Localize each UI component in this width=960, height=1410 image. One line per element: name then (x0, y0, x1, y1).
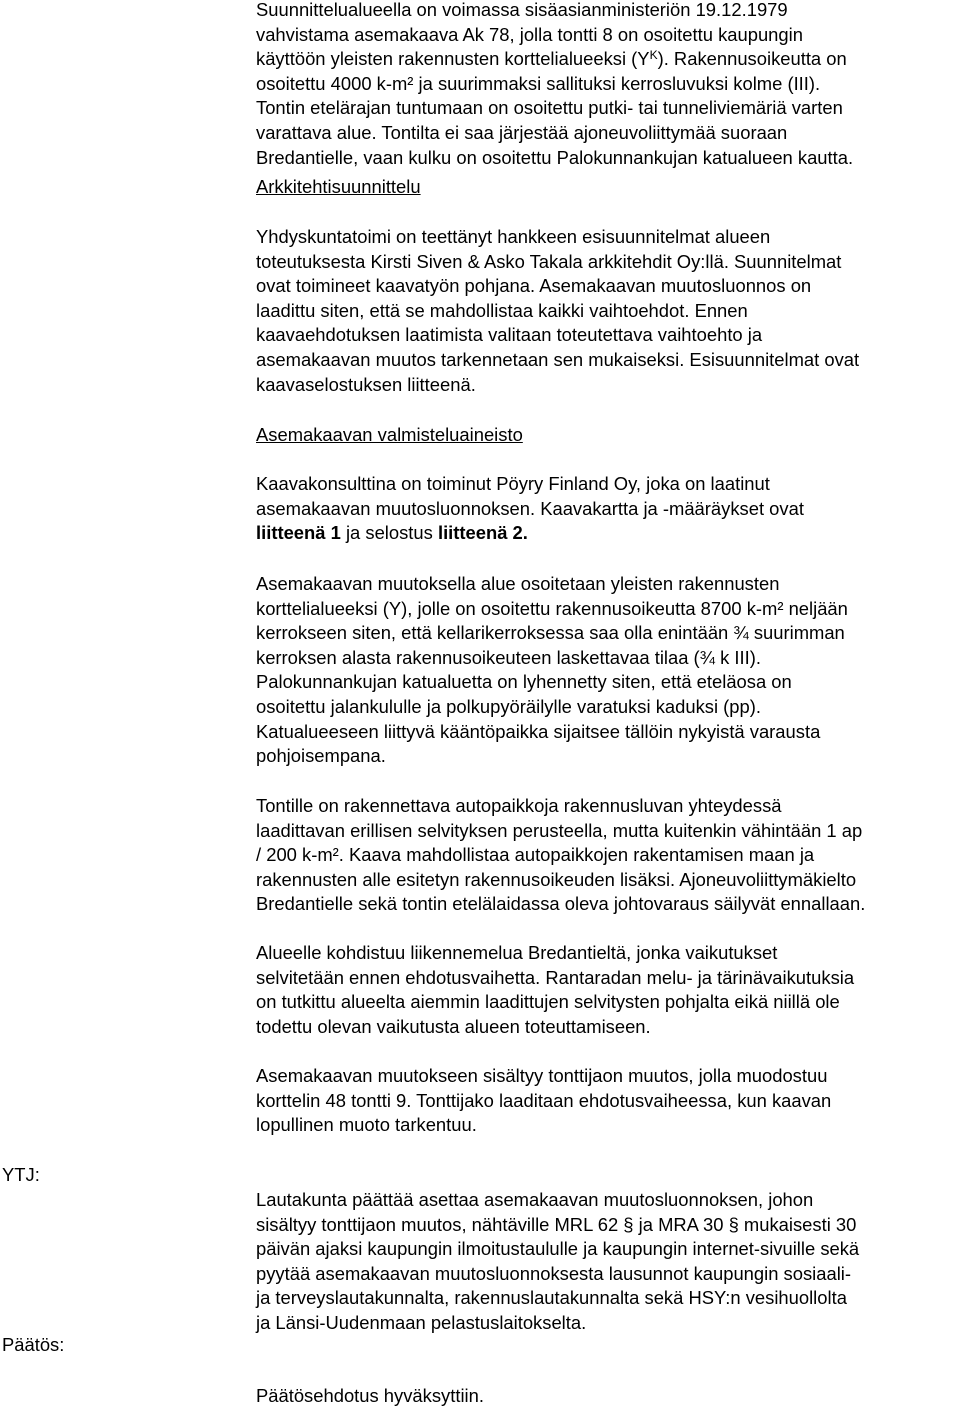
text-line: kerrokseen siten, että kellarikerroksessa saa olla enintään ¾ suurimman (256, 622, 845, 644)
text-line: selvitetään ennen ehdotusvaihetta. Rantaradan melu- ja tärinävaikutuksia (256, 966, 855, 988)
architecture-section (256, 175, 960, 200)
decision-text: Päätösehdotus hyväksyttiin. (256, 1385, 484, 1406)
text-fragment: ). Rakennusoikeutta on (657, 48, 847, 70)
text-line (256, 47, 960, 72)
text-line: Katualueeseen liittyvä kääntöpaikka sijaitsee tällöin nykyistä varausta (256, 720, 821, 742)
attachment-ref: liitteenä 1 (256, 522, 341, 544)
preparation-section (256, 423, 960, 448)
text-line: kaavaselostuksen liitteenä. (256, 373, 476, 395)
text-line: vahvistama asemakaava Ak 78, jolla tontti 8 on osoitettu kaupungin (256, 23, 803, 45)
text-line: / 200 k-m². Kaava mahdollistaa autopaikkojen rakentamisen maan ja (256, 844, 815, 866)
noise-paragraph (256, 941, 960, 1039)
attachment-ref: liitteenä 2. (437, 522, 528, 544)
text-fragment: käyttöön yleisten rakennusten korttelialueeksi (Y (256, 48, 650, 70)
text-fragment: ja selostus (340, 522, 438, 544)
text-line: lopullinen muoto tarkentuu. (256, 1114, 477, 1136)
text-line: Bredantielle, vaan kulku on osoitettu Palokunnankujan katualueen kautta. (256, 146, 854, 168)
text-line: Tontin etelärajan tuntumaan on osoitettu putki- tai tunneliviemäriä varten (256, 97, 843, 119)
intro-paragraph (256, 0, 960, 170)
preparation-paragraph (256, 472, 960, 546)
text-line: toteutuksesta Kirsti Siven & Asko Takala arkkitehdit Oy:llä. Suunnitelmat (256, 250, 842, 272)
text-line: todettu olevan vaikutusta alueen toteuttamiseen. (256, 1015, 651, 1037)
text-line: päivän ajaksi kaupungin ilmoitustaululle ja kaupungin internet-sivuille sekä (256, 1238, 860, 1260)
text-line: pohjoisempana. (256, 745, 386, 767)
text-line: Bredantielle sekä tontin etelälaidassa oleva johtovaraus säilyvät ennallaan. (256, 893, 866, 915)
text-line: Lautakunta päättää asettaa asemakaavan muutosluonnoksen, johon (256, 1189, 814, 1210)
text-line: Alueelle kohdistuu liikennemelua Bredantieltä, jonka vaikutukset (256, 942, 778, 963)
text-line: osoitettu 4000 k-m² ja suurimmaksi sallituksi kerrosluvuksi kolme (III). (256, 72, 821, 94)
text-line (256, 521, 960, 546)
ytj-label: YTJ: (2, 1164, 40, 1185)
text-line: kerroksen alasta rakennusoikeuteen laskettavaa tilaa (¾ k III). (256, 646, 761, 668)
text-line: ovat toimineet kaavatyön pohjana. Asemakaavan muutosluonnos on (256, 275, 812, 297)
text-line: Asemakaavan muutokseen sisältyy tonttijaon muutos, jolla muodostuu (256, 1065, 828, 1086)
text-line: korttelialueeksi (Y), jolle on osoitettu rakennusoikeutta 8700 k-m² neljään (256, 597, 848, 619)
text-line: varattava alue. Tontilta ei saa järjestää ajoneuvoliittymää suoraan (256, 121, 788, 143)
section-heading: Arkkitehtisuunnittelu (256, 176, 421, 197)
text-line: Palokunnankujan katualuetta on lyhennetty siten, että eteläosa on (256, 671, 792, 693)
text-line: Tontille on rakennettava autopaikkoja rakennusluvan yhteydessä (256, 795, 782, 816)
superscript: K (649, 48, 658, 63)
text-line: kaavaehdotuksen laatimista valitaan toteutettava vaihtoehto ja (256, 324, 763, 346)
text-line: pyytää asemakaavan muutosluonnoksesta lausunnot kaupungin sosiaali- (256, 1262, 852, 1284)
parking-paragraph (256, 794, 960, 917)
text-line: korttelin 48 tontti 9. Tonttijako laaditaan ehdotusvaiheessa, kun kaavan (256, 1089, 832, 1111)
section-heading: Asemakaavan valmisteluaineisto (256, 424, 523, 445)
decision-paragraph (256, 1384, 960, 1409)
text-line: Yhdyskuntatoimi on teettänyt hankkeen esisuunnitelmat alueen (256, 226, 771, 247)
decision-label: Päätös: (2, 1334, 65, 1355)
architecture-paragraph (256, 225, 960, 397)
text-line: on tutkittu alueelta aiemmin laadittujen selvitysten pohjalta eikä niillä ole (256, 991, 840, 1013)
text-line: ja terveyslautakunnalta, rakennuslautakunnalta sekä HSY:n vesihuollolta (256, 1287, 847, 1309)
text-line: asemakaavan muutos tarkennetaan sen mukaiseksi. Esisuunnitelmat ovat (256, 348, 860, 370)
text-line: laadittavan erillisen selvityksen perusteella, mutta kuitenkin vähintään 1 ap (256, 819, 863, 841)
text-line: osoitettu jalankululle ja polkupyöräilylle varatuksi kaduksi (pp). (256, 695, 761, 717)
change-paragraph (256, 572, 960, 769)
text-line: asemakaavan muutosluonnoksen. Kaavakartta ja -määräykset ovat (256, 497, 804, 519)
text-line: Asemakaavan muutoksella alue osoitetaan yleisten rakennusten (256, 573, 780, 594)
plot-division-paragraph (256, 1064, 960, 1138)
text-line: Kaavakonsulttina on toiminut Pöyry Finland Oy, joka on laatinut (256, 473, 770, 494)
text-line: Suunnittelualueella on voimassa sisäasianministeriön 19.12.1979 (256, 0, 788, 20)
proposal-paragraph (256, 1188, 960, 1336)
text-line: ja Länsi-Uudenmaan pelastuslaitokselta. (256, 1311, 587, 1333)
text-line: rakennusten alle esitetyn rakennusoikeuden lisäksi. Ajoneuvoliittymäkielto (256, 868, 857, 890)
text-line: sisältyy tonttijaon muutos, nähtäville MRL 62 § ja MRA 30 § mukaisesti 30 (256, 1213, 857, 1235)
text-line: laadittu siten, että se mahdollistaa kaikki vaihtoehdot. Ennen (256, 299, 748, 321)
